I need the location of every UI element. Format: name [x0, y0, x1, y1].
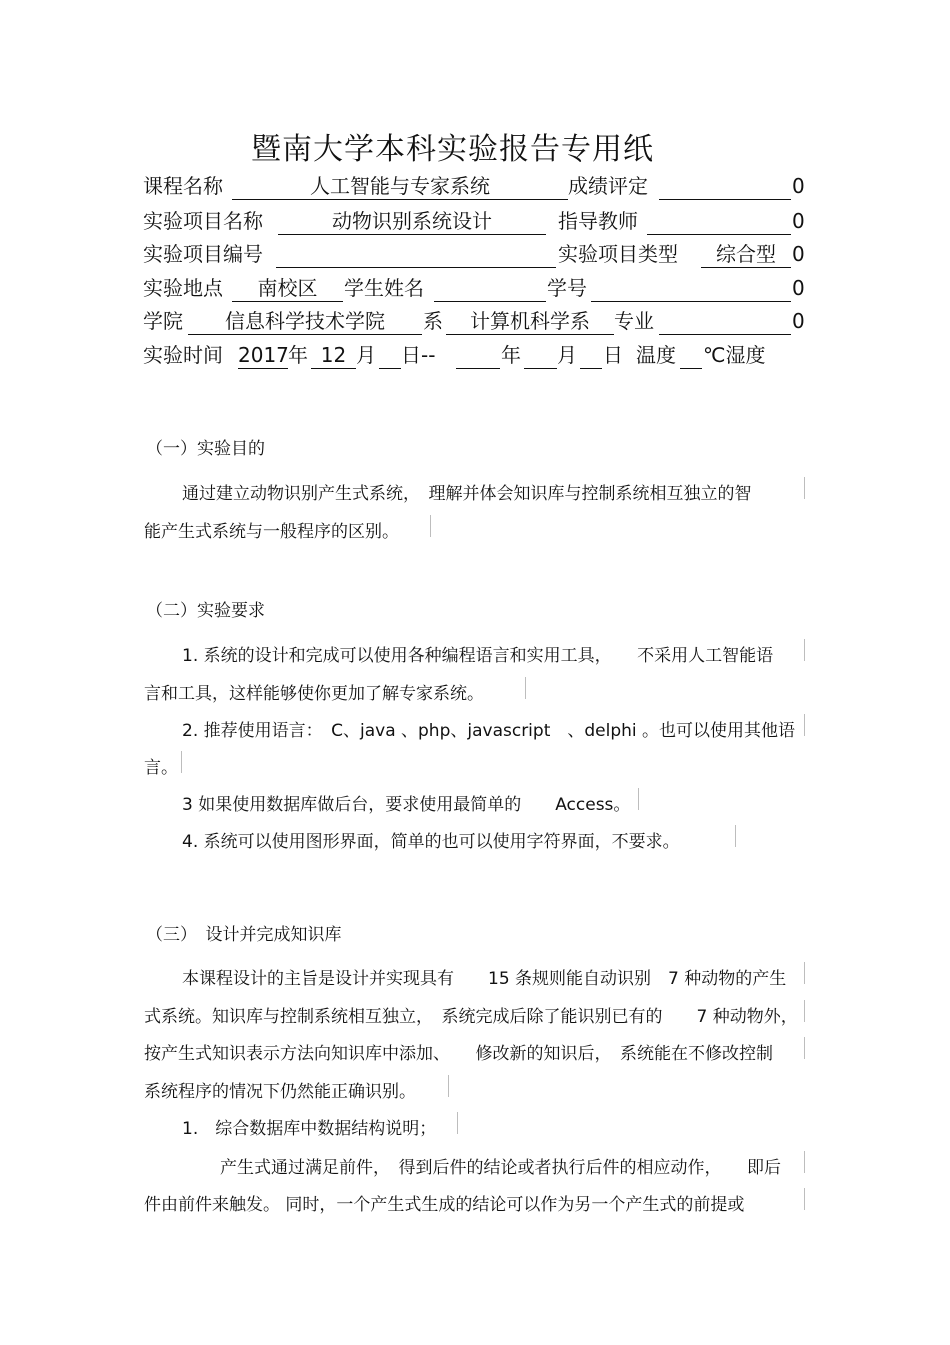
student-field	[434, 275, 546, 302]
id-field	[591, 275, 791, 302]
line-end-marker	[181, 751, 182, 773]
code-label: 实验项目编号	[143, 242, 263, 266]
s3-subheading-1: 1. 综合数据库中数据结构说明；	[182, 1119, 437, 1139]
section-1-heading: （一）实验目的	[146, 439, 265, 459]
month2-char: 月	[557, 343, 577, 367]
time-label: 实验时间	[143, 343, 223, 367]
code-field	[276, 241, 556, 268]
line-end-marker	[804, 962, 805, 984]
major-field	[659, 308, 791, 335]
line-end-marker	[804, 1037, 805, 1059]
day2-char: 日	[603, 343, 623, 367]
teacher-field	[647, 208, 791, 235]
project-value: 动物识别系统设计	[278, 208, 546, 235]
s2-item-2-line-2: 言。	[144, 758, 178, 778]
s2-item-2-line-1: 2. 推荐使用语言： C、java 、php、javascript 、delphi 。也可以使用其他语	[182, 721, 796, 741]
line-end-marker	[804, 639, 805, 661]
s1-paragraph-line-2: 能产生式系统与一般程序的区别。	[144, 522, 399, 542]
s3-paragraph-line-2: 式系统。知识库与控制系统相互独立， 系统完成后除了能识别已有的 7 种动物外，	[144, 1007, 798, 1027]
line-end-marker	[804, 477, 805, 499]
project-label: 实验项目名称	[143, 209, 263, 233]
grade-label: 成绩评定	[568, 174, 648, 198]
s1-paragraph-line-1: 通过建立动物识别产生式系统， 理解并体会知识库与控制系统相互独立的智	[182, 484, 752, 504]
day2-field	[580, 342, 602, 369]
month2-field	[524, 342, 557, 369]
section-2-heading: （二）实验要求	[146, 601, 265, 621]
section-3-heading: （三） 设计并完成知识库	[146, 925, 342, 945]
s3-paragraph-line-4: 系统程序的情况下仍然能正确识别。	[144, 1082, 416, 1102]
s3-paragraph-line-3: 按产生式知识表示方法向知识库中添加、 修改新的知识后， 系统能在不修改控制	[144, 1044, 773, 1064]
day-field	[379, 342, 401, 369]
celsius-humidity-label: ℃湿度	[703, 343, 766, 367]
dept-value: 计算机科学系	[446, 308, 614, 335]
dept-label: 系	[423, 309, 443, 333]
id-value: 0	[792, 276, 805, 300]
line-end-marker	[804, 714, 805, 736]
line-end-marker	[638, 788, 639, 810]
year-value: 2017	[238, 343, 289, 367]
course-label: 课程名称	[143, 174, 223, 198]
s2-item-3: 3 如果使用数据库做后台，要求使用最简单的 Access。	[182, 795, 631, 815]
year2-field	[456, 342, 500, 369]
grade-field	[659, 173, 791, 200]
line-end-marker	[804, 1151, 805, 1173]
line-end-marker	[457, 1112, 458, 1134]
college-label: 学院	[143, 309, 183, 333]
place-value: 南校区	[232, 275, 343, 302]
course-value: 人工智能与专家系统	[232, 173, 568, 200]
month-value: 12	[311, 342, 356, 369]
s2-item-1-line-1: 1. 系统的设计和完成可以使用各种编程语言和实用工具， 不采用人工智能语	[182, 646, 774, 666]
page-title: 暨南大学本科实验报告专用纸	[251, 132, 654, 167]
id-label: 学号	[547, 276, 587, 300]
line-end-marker	[735, 825, 736, 847]
s3-paragraph-2-line-2: 件由前件来触发。 同时，一个产生式生成的结论可以作为另一个产生式的前提或	[144, 1195, 745, 1215]
line-end-marker	[804, 1000, 805, 1022]
temp-label: 温度	[636, 343, 676, 367]
teacher-label: 指导教师	[558, 209, 638, 233]
line-end-marker	[430, 515, 431, 537]
place-label: 实验地点	[143, 276, 223, 300]
line-end-marker	[804, 1188, 805, 1210]
student-label: 学生姓名	[344, 276, 424, 300]
s3-paragraph-2-line-1: 产生式通过满足前件， 得到后件的结论或者执行后件的相应动作， 即后	[220, 1158, 781, 1178]
day-char: 日--	[401, 343, 436, 367]
year2-char: 年	[501, 343, 521, 367]
month-char: 月	[356, 343, 376, 367]
s3-paragraph-line-1: 本课程设计的主旨是设计并实现具有 15 条规则能自动识别 7 种动物的产生	[182, 969, 787, 989]
type-trail: 0	[792, 242, 805, 266]
grade-value: 0	[792, 174, 805, 198]
type-label: 实验项目类型	[558, 242, 678, 266]
s2-item-4: 4. 系统可以使用图形界面，简单的也可以使用字符界面，不要求。	[182, 832, 680, 852]
type-value: 综合型	[701, 241, 791, 268]
s2-item-1-line-2: 言和工具，这样能够使你更加了解专家系统。	[144, 684, 484, 704]
temp-field	[680, 342, 702, 369]
major-value: 0	[792, 309, 805, 333]
major-label: 专业	[614, 309, 654, 333]
teacher-value: 0	[792, 209, 805, 233]
line-end-marker	[525, 677, 526, 699]
college-value: 信息科学技术学院	[188, 308, 422, 335]
line-end-marker	[448, 1075, 449, 1097]
year-char: 年	[288, 343, 308, 367]
